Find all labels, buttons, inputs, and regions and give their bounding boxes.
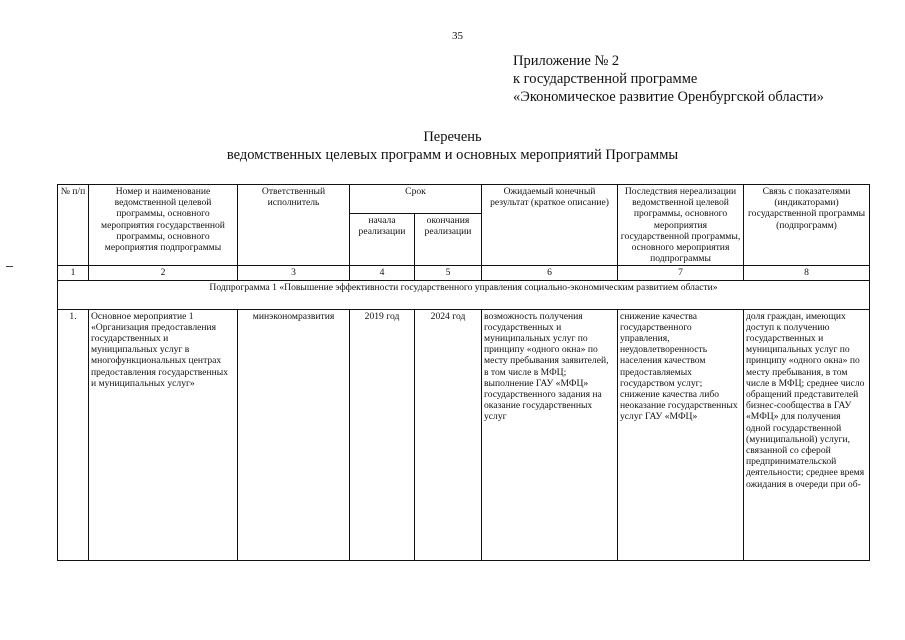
appendix-line-2: к государственной программе xyxy=(513,71,698,87)
column-number: 6 xyxy=(482,266,618,280)
header-term: Срок xyxy=(350,185,482,214)
table-row xyxy=(58,309,870,560)
row-name-text: Основное мероприятие 1 «Организация предоставления государственных и муниципальных услуг в многофункциональных центрах предоставления государственных и муниципальных услуг» xyxy=(91,310,229,389)
header-name: Номер и наименование ведомственной целевой программы, основного мероприятия государственной программы, основного мероприятия подпрограммы xyxy=(89,185,238,266)
row-result-text: возможность получения государственных и муниципальных услуг по принципу «одного окна» по месту пребывания заявителей, в том числе в МФЦ; выполнение ГАУ «МФЦ» государственного задания на оказание государственных услуг xyxy=(484,310,609,423)
appendix-line-1: Приложение № 2 xyxy=(513,53,620,69)
header-row xyxy=(58,185,870,214)
header-executor: Ответственный исполнитель xyxy=(238,185,350,266)
programs-table xyxy=(57,184,870,561)
row-consequences-text: снижение качества государственного управления, неудовлетворенность населения качеством предоставляемых государством услуг; снижение качества либо неоказание государственных услуг ГАУ «МФЦ» xyxy=(620,310,738,423)
row-executor: минэкономразвития xyxy=(238,309,350,560)
header-result: Ожидаемый конечный результат (краткое описание) xyxy=(482,185,618,266)
row-consequences xyxy=(618,309,744,560)
row-result xyxy=(482,309,618,560)
subprogram-row xyxy=(58,280,870,309)
appendix-header xyxy=(513,52,824,106)
page-number: 35 xyxy=(452,30,463,42)
margin-mark xyxy=(6,266,13,267)
header-term-end: окончания реализации xyxy=(415,214,482,266)
document-title xyxy=(0,128,905,164)
header-num: № п/п xyxy=(58,185,89,266)
row-indicators xyxy=(744,309,870,560)
row-indicators-text: доля граждан, имеющих доступ к получению государственных и муниципальных услуг по принципу «одного окна» по месту пребывания, в том числе в МФЦ; среднее число обращений представителей бизнес-сообщества в ГАУ «МФЦ» для получения одной государственной (муниципальной) услуги, связанной со сферой предпринимательской деятельности; среднее время ожидания в очереди при об- xyxy=(746,310,865,490)
column-number: 5 xyxy=(415,266,482,280)
title-line-2: ведомственных целевых программ и основных мероприятий Программы xyxy=(226,147,679,163)
row-name xyxy=(89,309,238,560)
column-number: 8 xyxy=(744,266,870,280)
column-number: 1 xyxy=(58,266,89,280)
subprogram-title: Подпрограмма 1 «Повышение эффективности государственного управления социально-экономическим развитием области» xyxy=(58,280,870,309)
row-start: 2019 год xyxy=(350,309,415,560)
row-num: 1. xyxy=(58,309,89,560)
header-indicators: Связь с показателями (индикаторами) государственной программы (подпрограмм) xyxy=(744,185,870,266)
column-number-row xyxy=(58,266,870,280)
column-number: 2 xyxy=(89,266,238,280)
column-number: 4 xyxy=(350,266,415,280)
header-term-start: начала реализации xyxy=(350,214,415,266)
appendix-line-3: «Экономическое развитие Оренбургской области» xyxy=(513,89,824,105)
title-line-1: Перечень xyxy=(423,129,482,145)
header-consequences: Последствия нереализации ведомственной целевой программы, основного мероприятия государственной программы, основного мероприятия подпрограммы xyxy=(618,185,744,266)
column-number: 3 xyxy=(238,266,350,280)
column-number: 7 xyxy=(618,266,744,280)
row-end: 2024 год xyxy=(415,309,482,560)
